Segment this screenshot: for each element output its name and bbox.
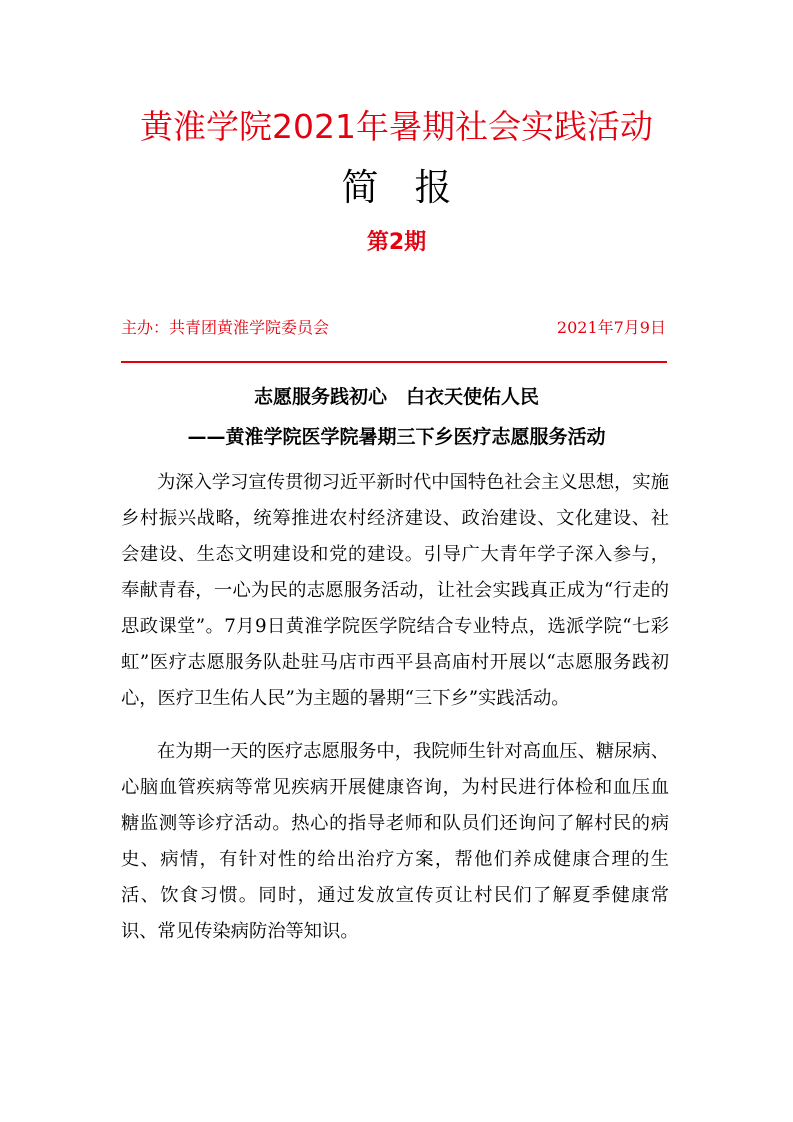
article-body [121,465,669,967]
header-divider [121,361,667,363]
bulletin-title: 黄淮学院2021年暑期社会实践活动 [140,107,653,146]
article-paragraph: 在为期一天的医疗志愿服务中，我院师生针对高血压、糖尿病、心脑血管疾病等常见疾病开展健康咨询，为村民进行体检和血压血糖监测等诊疗活动。热心的指导老师和队员们还询问了解村民的病史、病情，有针对性的给出治疗方案，帮他们养成健康合理的生活、饮食习惯。同时，通过发放宣传页让村民们了解夏季健康常识、常见传染病防治等知识。 [121,741,669,942]
article-paragraph: 为深入学习宣传贯彻习近平新时代中国特色社会主义思想，实施乡村振兴战略，统筹推进农村经济建设、政治建设、文化建设、社会建设、生态文明建设和党的建设。引导广大青年学子深入参与，奉献青春，一心为民的志愿服务活动，让社会实践真正成为“行走的思政课堂”。7月9日黄淮学院医学院结合专业特点，选派学院“七彩虹”医疗志愿服务队赴驻马店市西平县高庙村开展以“志愿服务践初心，医疗卫生佑人民”为主题的暑期“三下乡”实践活动。 [121,472,669,709]
article-subtitle: ——黄淮学院医学院暑期三下乡医疗志愿服务活动 [187,426,606,448]
issue-number: 第2期 [366,230,427,255]
issue-date: 2021年7月9日 [556,318,666,337]
bulletin-subtitle: 简报 [341,166,488,209]
article-title: 志愿服务践初心 白衣天使佑人民 [253,386,539,408]
sponsor-line: 主办：共青团黄淮学院委员会 [121,318,330,337]
masthead-row [121,314,666,342]
